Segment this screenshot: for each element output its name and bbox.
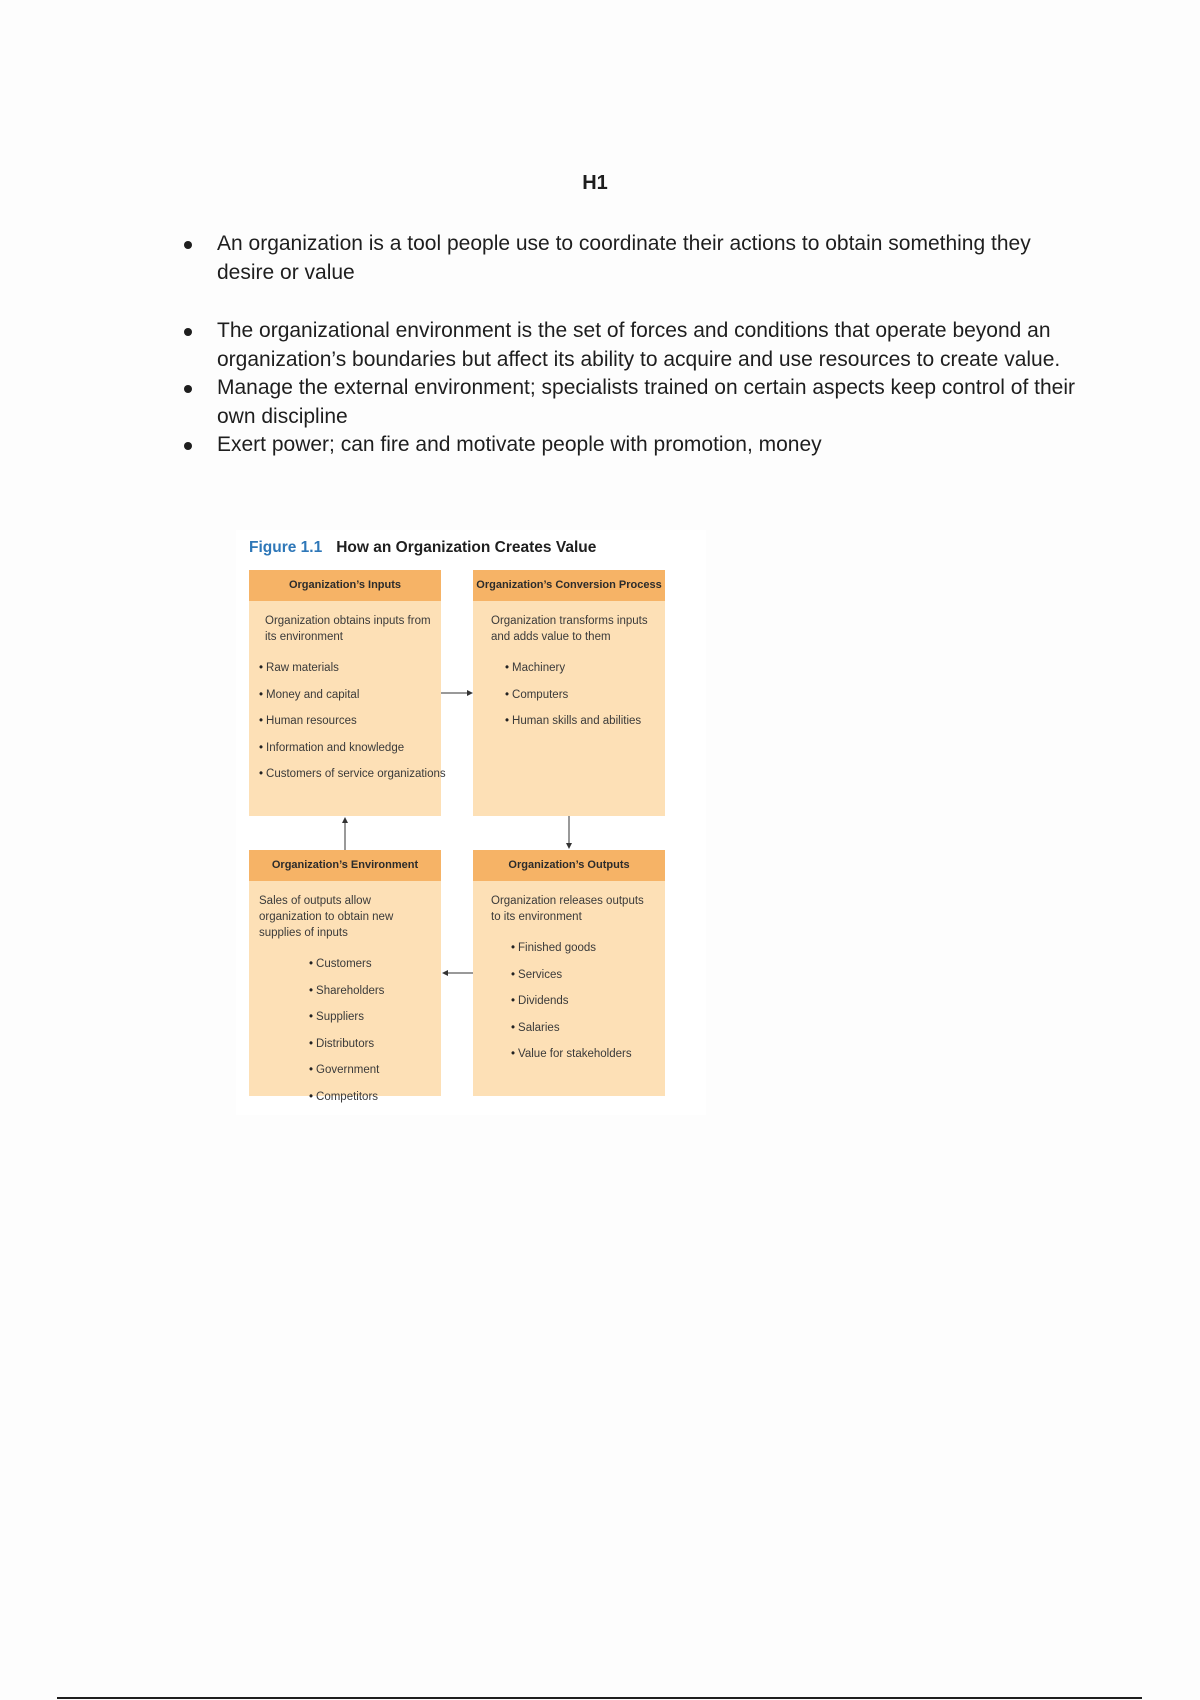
list-item: • Machinery bbox=[505, 655, 655, 682]
outputs-description: Organization releases outputs to its environment bbox=[491, 895, 644, 923]
inputs-description: Organization obtains inputs from its environment bbox=[265, 615, 431, 643]
environment-header: Organization’s Environment bbox=[249, 850, 441, 881]
outputs-box bbox=[473, 850, 665, 1096]
list-item: • Suppliers bbox=[309, 1004, 431, 1031]
footer-divider bbox=[57, 1697, 1142, 1699]
bullet-item: An organization is a tool people use to coordinate their actions to obtain something they desire or value bbox=[180, 230, 1080, 287]
inputs-list bbox=[259, 655, 446, 788]
list-item: • Government bbox=[309, 1057, 431, 1084]
bullet-list bbox=[180, 230, 1080, 460]
environment-description: Sales of outputs allow organization to obtain new supplies of inputs bbox=[259, 895, 394, 939]
page-heading: H1 bbox=[582, 172, 608, 194]
inputs-header: Organization’s Inputs bbox=[249, 570, 441, 601]
list-item: • Services bbox=[511, 962, 655, 989]
list-item: • Customers of service organizations bbox=[259, 761, 431, 788]
list-item: • Finished goods bbox=[511, 935, 655, 962]
list-item: • Money and capital bbox=[259, 682, 431, 709]
list-item: • Human skills and abilities bbox=[505, 708, 655, 735]
bullet-item: Manage the external environment; specialists trained on certain aspects keep control of their own discipline bbox=[180, 374, 1080, 431]
list-item: • Shareholders bbox=[309, 978, 431, 1005]
list-item: • Value for stakeholders bbox=[511, 1041, 655, 1068]
bullet-item: Exert power; can fire and motivate people with promotion, money bbox=[180, 431, 1080, 460]
figure-number: Figure 1.1 bbox=[249, 539, 323, 556]
outputs-list bbox=[483, 935, 655, 1068]
list-item: • Information and knowledge bbox=[259, 735, 431, 762]
outputs-header: Organization’s Outputs bbox=[473, 850, 665, 881]
list-item: • Human resources bbox=[259, 708, 431, 735]
conversion-list bbox=[483, 655, 655, 735]
list-item: • Dividends bbox=[511, 988, 655, 1015]
conversion-header: Organization’s Conversion Process bbox=[473, 570, 665, 601]
list-item: • Raw materials bbox=[259, 655, 431, 682]
figure-title: How an Organization Creates Value bbox=[336, 539, 597, 556]
inputs-box bbox=[249, 570, 446, 816]
figure-value-creation bbox=[236, 530, 706, 1115]
bullet-item: The organizational environment is the set of forces and conditions that operate beyond an organization’s boundaries but affect its ability to acquire and use resources to create value. bbox=[180, 317, 1080, 374]
list-item: • Customers bbox=[309, 951, 431, 978]
list-item: • Distributors bbox=[309, 1031, 431, 1058]
environment-list bbox=[259, 951, 431, 1110]
conversion-description: Organization transforms inputs and adds value to them bbox=[491, 615, 648, 643]
environment-box bbox=[249, 850, 441, 1103]
conversion-box bbox=[473, 570, 665, 816]
list-item: • Salaries bbox=[511, 1015, 655, 1042]
list-item: • Competitors bbox=[309, 1084, 431, 1111]
list-item: • Computers bbox=[505, 682, 655, 709]
